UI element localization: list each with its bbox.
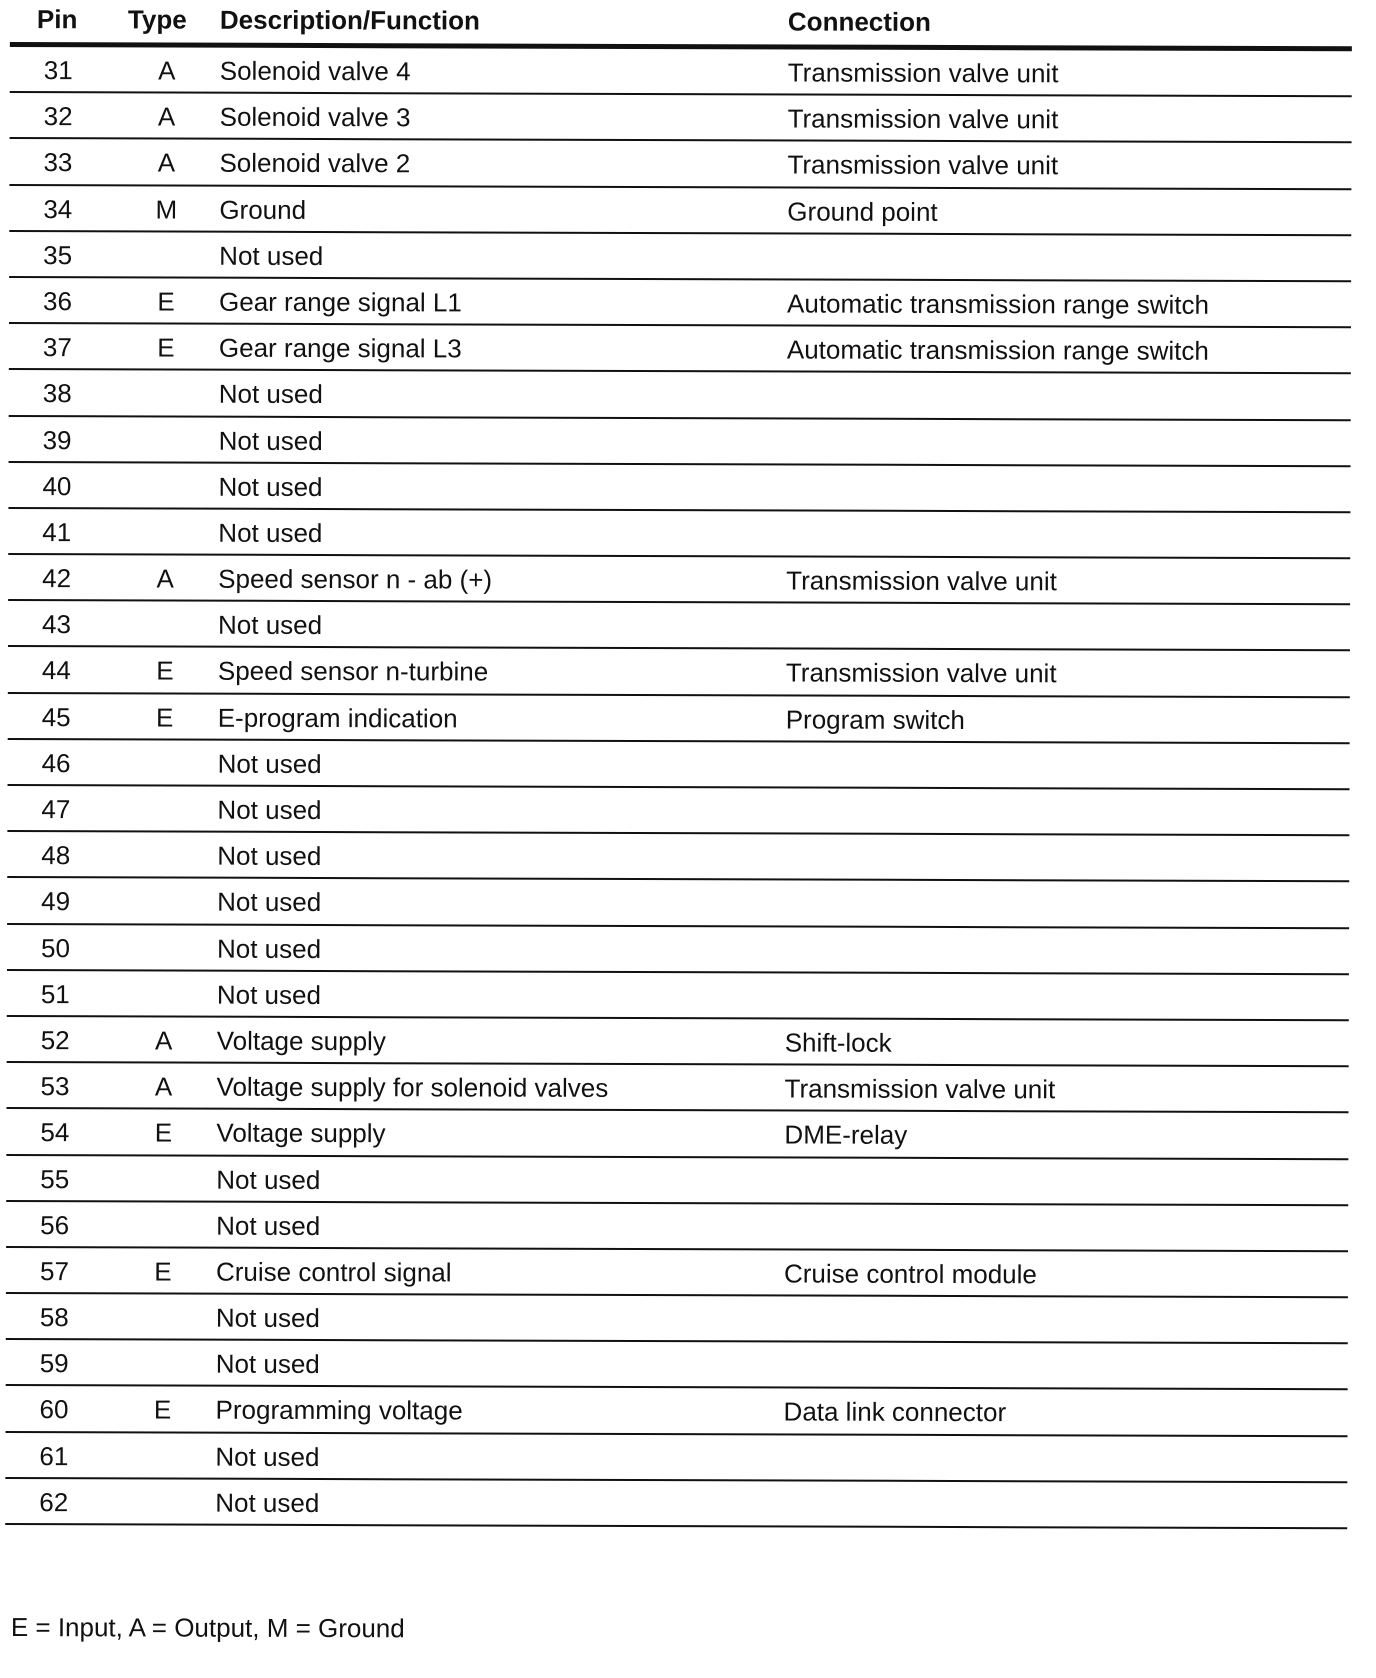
table-row xyxy=(5,1386,1347,1436)
pin-cell: 44 xyxy=(42,656,71,687)
description-cell: Speed sensor n-turbine xyxy=(218,656,488,688)
connection-cell: Transmission valve unit xyxy=(788,104,1059,136)
pin-cell: 46 xyxy=(42,748,71,779)
pin-cell: 56 xyxy=(40,1210,69,1241)
table-row xyxy=(9,232,1351,282)
pin-cell: 40 xyxy=(42,471,71,502)
description-cell: Not used xyxy=(218,610,322,641)
table-row xyxy=(10,47,1352,97)
table-row xyxy=(8,694,1350,744)
type-cell: E xyxy=(151,333,181,364)
pin-cell: 60 xyxy=(40,1395,69,1426)
pin-cell: 58 xyxy=(40,1302,69,1333)
type-cell: A xyxy=(152,102,182,133)
description-cell: Programming voltage xyxy=(216,1395,463,1427)
type-cell: A xyxy=(149,1072,179,1103)
pin-cell: 57 xyxy=(40,1256,69,1287)
table-row xyxy=(9,417,1351,467)
pin-cell: 34 xyxy=(43,194,72,225)
description-cell: Not used xyxy=(217,841,321,872)
connection-cell: Shift-lock xyxy=(785,1027,892,1058)
description-cell: Not used xyxy=(219,425,323,456)
header-description: Description/Function xyxy=(220,5,480,37)
pin-cell: 45 xyxy=(42,702,71,733)
description-cell: Solenoid valve 2 xyxy=(219,148,410,180)
pin-cell: 48 xyxy=(41,840,70,871)
table-row xyxy=(6,1248,1348,1298)
pin-cell: 41 xyxy=(42,517,71,548)
connection-cell: Cruise control module xyxy=(784,1258,1037,1290)
table-row xyxy=(8,601,1350,651)
description-cell: Gear range signal L3 xyxy=(219,333,462,365)
table-row xyxy=(6,1340,1348,1390)
table-header xyxy=(10,0,1352,51)
table-row xyxy=(7,878,1349,928)
table-row xyxy=(9,370,1351,420)
type-cell: E xyxy=(148,1118,178,1149)
description-cell: Not used xyxy=(218,748,322,779)
table-row xyxy=(9,278,1351,328)
description-cell: Not used xyxy=(217,979,321,1010)
description-cell: Not used xyxy=(216,1164,320,1195)
table-row xyxy=(9,324,1351,374)
connection-cell: Automatic transmission range switch xyxy=(787,288,1209,320)
table-row xyxy=(6,1156,1348,1206)
type-cell: E xyxy=(148,1256,178,1287)
pin-cell: 31 xyxy=(44,55,73,86)
description-cell: Not used xyxy=(217,795,321,826)
header-type: Type xyxy=(128,4,187,35)
description-cell: Not used xyxy=(216,1210,320,1241)
description-cell: Not used xyxy=(218,518,322,549)
pin-cell: 36 xyxy=(43,286,72,317)
legend-text: E = Input, A = Output, M = Ground xyxy=(11,1612,405,1644)
table-row xyxy=(7,925,1349,975)
pin-cell: 43 xyxy=(42,609,71,640)
table-row xyxy=(8,463,1350,513)
type-cell: E xyxy=(150,702,180,733)
pin-cell: 50 xyxy=(41,933,70,964)
table-row xyxy=(6,1109,1348,1159)
connection-cell: Transmission valve unit xyxy=(785,1074,1056,1106)
connection-cell: Transmission valve unit xyxy=(787,150,1058,182)
table-row xyxy=(7,971,1349,1021)
table-row xyxy=(10,93,1352,143)
table-row xyxy=(7,1063,1349,1113)
description-cell: Not used xyxy=(217,933,321,964)
connection-cell: DME-relay xyxy=(784,1120,907,1151)
pin-table xyxy=(5,0,1352,1529)
header-connection: Connection xyxy=(788,6,931,37)
description-cell: Voltage supply for solenoid valves xyxy=(217,1072,609,1104)
description-cell: Cruise control signal xyxy=(216,1257,452,1289)
table-row xyxy=(8,740,1350,790)
pin-cell: 39 xyxy=(43,425,72,456)
table-row xyxy=(9,186,1351,236)
type-cell: E xyxy=(148,1395,178,1426)
pin-cell: 51 xyxy=(41,979,70,1010)
pin-cell: 55 xyxy=(40,1164,69,1195)
pin-cell: 52 xyxy=(41,1025,70,1056)
pin-cell: 35 xyxy=(43,240,72,271)
table-row xyxy=(7,832,1349,882)
connection-cell: Program switch xyxy=(786,704,965,736)
pin-cell: 32 xyxy=(44,101,73,132)
pin-cell: 49 xyxy=(41,887,70,918)
table-row xyxy=(5,1433,1347,1483)
description-cell: Not used xyxy=(216,1303,320,1334)
pin-cell: 62 xyxy=(39,1487,68,1518)
description-cell: Not used xyxy=(219,240,323,271)
description-cell: Gear range signal L1 xyxy=(219,287,462,319)
table-body xyxy=(5,47,1352,1529)
table-row xyxy=(6,1202,1348,1252)
type-cell: M xyxy=(151,194,181,225)
connection-cell: Transmission valve unit xyxy=(788,57,1059,89)
table-row xyxy=(8,509,1350,559)
table-row xyxy=(8,555,1350,605)
type-cell: A xyxy=(151,148,181,179)
table-row xyxy=(5,1479,1347,1529)
type-cell: E xyxy=(151,286,181,317)
connection-cell: Ground point xyxy=(787,196,937,227)
type-cell: E xyxy=(150,656,180,687)
description-cell: E-program indication xyxy=(218,702,458,734)
connection-cell: Automatic transmission range switch xyxy=(787,335,1209,367)
connection-cell: Transmission valve unit xyxy=(786,658,1057,690)
table-row xyxy=(8,647,1350,697)
description-cell: Not used xyxy=(217,887,321,918)
pin-cell: 61 xyxy=(39,1441,68,1472)
description-cell: Not used xyxy=(216,1349,320,1380)
table-row xyxy=(7,1017,1349,1067)
table-row xyxy=(9,139,1351,189)
pin-cell: 37 xyxy=(43,332,72,363)
description-cell: Voltage supply xyxy=(217,1026,386,1058)
pin-cell: 33 xyxy=(43,148,72,179)
description-cell: Not used xyxy=(215,1441,319,1472)
description-cell: Speed sensor n - ab (+) xyxy=(218,564,492,596)
description-cell: Not used xyxy=(218,471,322,502)
header-pin: Pin xyxy=(37,4,78,35)
pin-cell: 38 xyxy=(43,378,72,409)
type-cell: A xyxy=(152,55,182,86)
pin-cell: 59 xyxy=(40,1348,69,1379)
table-row xyxy=(6,1294,1348,1344)
pin-cell: 54 xyxy=(40,1117,69,1148)
type-cell: A xyxy=(150,564,180,595)
description-cell: Solenoid valve 4 xyxy=(220,56,411,88)
description-cell: Ground xyxy=(219,194,306,225)
description-cell: Not used xyxy=(215,1487,319,1518)
connection-cell: Transmission valve unit xyxy=(786,566,1057,598)
pin-cell: 47 xyxy=(41,794,70,825)
description-cell: Not used xyxy=(219,379,323,410)
type-cell: A xyxy=(149,1025,179,1056)
connection-cell: Data link connector xyxy=(784,1397,1007,1429)
description-cell: Solenoid valve 3 xyxy=(220,102,411,134)
pin-cell: 42 xyxy=(42,563,71,594)
pin-cell: 53 xyxy=(41,1071,70,1102)
table-row xyxy=(7,786,1349,836)
description-cell: Voltage supply xyxy=(216,1118,385,1150)
